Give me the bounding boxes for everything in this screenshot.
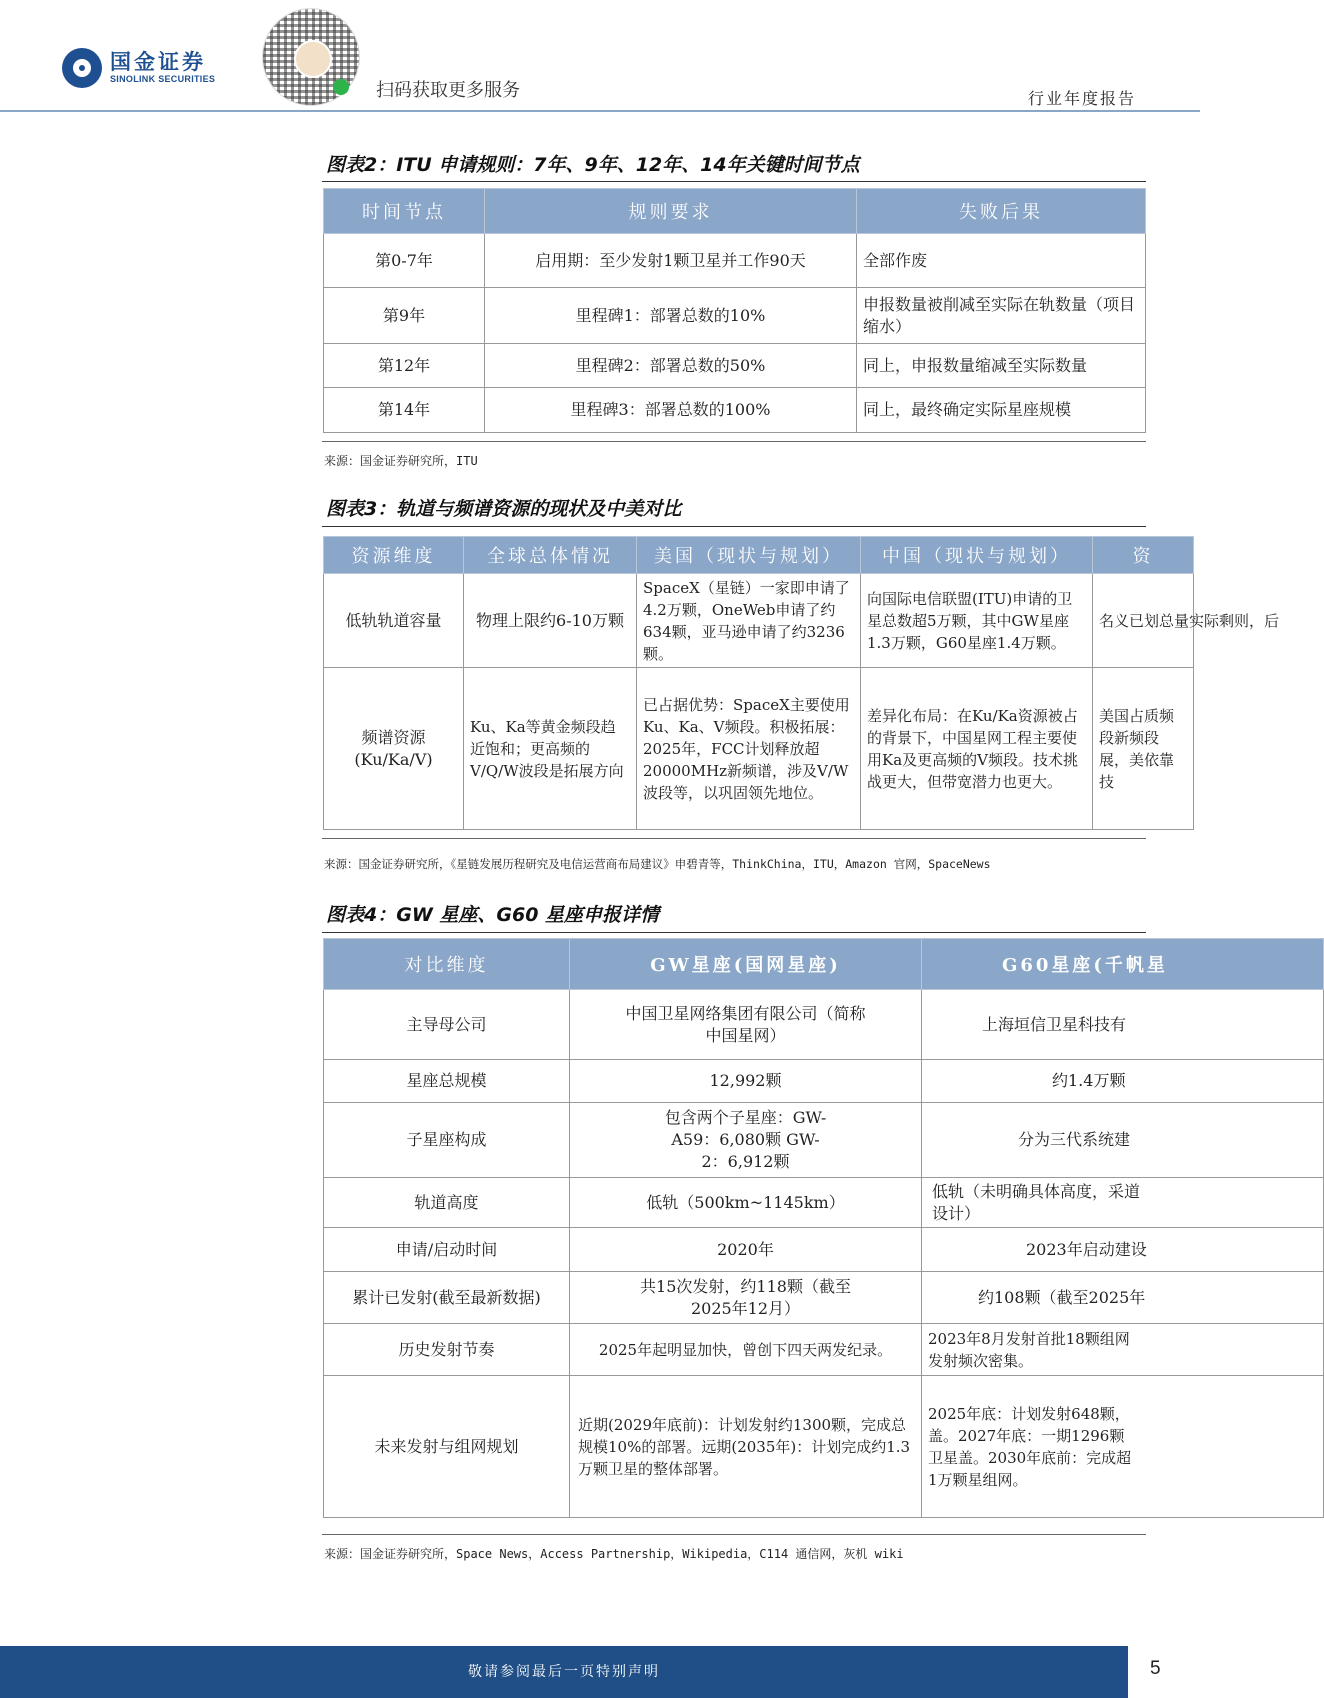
table-cell: 同上，申报数量缩减至实际数量 <box>857 344 1146 388</box>
table-cell: 美国占质频段新频段展，美依靠技 <box>1093 668 1194 830</box>
table-cell: 中国卫星网络集团有限公司（简称中国星网） <box>570 990 922 1060</box>
table-cell: 12,992颗 <box>570 1060 922 1103</box>
page-number: 5 <box>1150 1658 1161 1679</box>
table-cell: Ku、Ka等黄金频段趋近饱和；更高频的V/Q/W波段是拓展方向 <box>464 668 637 830</box>
table-cell: 里程碑1：部署总数的10% <box>485 288 857 344</box>
table-cell: 2023年8月发射首批18颗组网发射频次密集。 <box>922 1324 1324 1376</box>
table-cell: 申请/启动时间 <box>324 1228 570 1272</box>
table-cell: 第14年 <box>324 388 485 433</box>
table-header-cell: 美国（现状与规划） <box>637 537 861 574</box>
table-row <box>324 1228 1324 1272</box>
table-row <box>324 1324 1324 1376</box>
logo-cn: 国金证券 <box>110 50 206 74</box>
table-cell: 星座总规模 <box>324 1060 570 1103</box>
disclaimer-notice[interactable]: 敬请参阅最后一页特别声明 <box>468 1664 660 1680</box>
qr-logo-icon <box>294 40 332 78</box>
table-header-cell: 对比维度 <box>324 939 570 990</box>
table-cell: 低轨（500km~1145km） <box>570 1178 922 1228</box>
page-footer <box>0 1646 1200 1698</box>
chart4-source: 来源：国金证券研究所，Space News，Access Partnership，Wikipedia，C114 通信网，灰机 wiki <box>324 1547 904 1561</box>
table-cell: 第12年 <box>324 344 485 388</box>
table-header-row <box>324 537 1194 574</box>
company-logo <box>62 48 215 88</box>
table-cell: 第9年 <box>324 288 485 344</box>
table-cell: 包含两个子星座：GW-A59：6,080颗 GW-2：6,912颗 <box>570 1103 922 1178</box>
table-row <box>324 388 1146 433</box>
table-cell: 里程碑2：部署总数的50% <box>485 344 857 388</box>
chart2-source-rule <box>322 441 1146 442</box>
table-row <box>324 1178 1324 1228</box>
table-cell: SpaceX（星链）一家即申请了4.2万颗，OneWeb申请了约634颗，亚马逊申请了约3236颗。 <box>637 574 861 668</box>
table-row <box>324 574 1194 668</box>
wechat-badge-icon <box>333 79 349 95</box>
table-cell: 同上，最终确定实际星座规模 <box>857 388 1146 433</box>
table-header-cell: G60星座(千帆星 <box>922 939 1324 990</box>
table-cell: 约108颗（截至2025年 <box>922 1272 1324 1324</box>
qr-code-icon[interactable] <box>262 8 360 106</box>
chart4-table <box>323 938 1324 1518</box>
table-cell: 历史发射节奏 <box>324 1324 570 1376</box>
table-header-cell: 失败后果 <box>857 189 1146 234</box>
table-row <box>324 234 1146 288</box>
table-cell: 轨道高度 <box>324 1178 570 1228</box>
table-cell: 2025年起明显加快，曾创下四天两发纪录。 <box>570 1324 922 1376</box>
chart4-table-clip <box>323 938 1168 1524</box>
table-cell: 上海垣信卫星科技有 <box>922 990 1324 1060</box>
table-row <box>324 344 1146 388</box>
table-cell: 向国际电信联盟(ITU)申请的卫星总数超5万颗，其中GW星座1.3万颗，G60星座1.4万颗。 <box>861 574 1093 668</box>
table-cell: 低轨轨道容量 <box>324 574 464 668</box>
table-cell: 2023年启动建设 <box>922 1228 1324 1272</box>
table-cell: 里程碑3：部署总数的100% <box>485 388 857 433</box>
table-row <box>324 1060 1324 1103</box>
table-cell: 近期(2029年底前)：计划发射约1300颗，完成总规模10%的部署。远期(2035年)：计划完成约1.3万颗卫星的整体部署。 <box>570 1376 922 1518</box>
table-cell: 未来发射与组网规划 <box>324 1376 570 1518</box>
logo-en: SINOLINK SECURITIES <box>110 74 216 84</box>
table-cell: 2025年底：计划发射648颗，盖。2027年底：一期1296颗卫星盖。2030年底前：完成超1万颗星组网。 <box>922 1376 1324 1518</box>
table-cell: 子星座构成 <box>324 1103 570 1178</box>
table-header-cell: 规则要求 <box>485 189 857 234</box>
chart3-table <box>323 536 1280 830</box>
chart3-source: 来源：国金证券研究所，《星链发展历程研究及电信运营商布局建议》申碧青等，ThinkChina，ITU，Amazon 官网，SpaceNews <box>324 857 991 871</box>
table-header-row <box>324 939 1324 990</box>
chart3-title-rule <box>322 526 1146 527</box>
page-header <box>0 0 1200 112</box>
table-header-cell: GW星座(国网星座) <box>570 939 922 990</box>
table-row <box>324 668 1194 830</box>
chart2-source: 来源：国金证券研究所，ITU <box>324 454 478 468</box>
table-cell: 名义已划总量实际剩则，后 <box>1093 574 1194 668</box>
header-divider <box>0 110 1200 112</box>
table-row <box>324 288 1146 344</box>
table-cell: 全部作废 <box>857 234 1146 288</box>
table-cell: 启用期：至少发射1颗卫星并工作90天 <box>485 234 857 288</box>
table-cell: 约1.4万颗 <box>922 1060 1324 1103</box>
table-cell: 低轨（未明确具体高度，采道设计） <box>922 1178 1324 1228</box>
table-cell: 频谱资源(Ku/Ka/V) <box>324 668 464 830</box>
report-type: 行业年度报告 <box>1027 89 1136 108</box>
table-header-cell: 全球总体情况 <box>464 537 637 574</box>
chart2-title-rule <box>322 181 1146 182</box>
table-cell: 2020年 <box>570 1228 922 1272</box>
table-header-cell: 资 <box>1093 537 1194 574</box>
table-row <box>324 1376 1324 1518</box>
table-row <box>324 1103 1324 1178</box>
table-cell: 分为三代系统建 <box>922 1103 1324 1178</box>
chart3-table-clip <box>323 536 1280 832</box>
chart4-title: 图表4：GW 星座、G60 星座申报详情 <box>326 904 660 926</box>
table-header-cell: 时间节点 <box>324 189 485 234</box>
table-cell: 物理上限约6-10万颗 <box>464 574 637 668</box>
chart4-source-rule <box>322 1534 1146 1535</box>
table-cell: 第0-7年 <box>324 234 485 288</box>
table-header-row <box>324 189 1146 234</box>
table-header-cell: 资源维度 <box>324 537 464 574</box>
scan-service-text: 扫码获取更多服务 <box>376 80 520 101</box>
table-cell: 共15次发射，约118颗（截至2025年12月） <box>570 1272 922 1324</box>
chart3-source-rule <box>322 838 1146 839</box>
table-header-cell: 中国（现状与规划） <box>861 537 1093 574</box>
table-row <box>324 1272 1324 1324</box>
table-cell: 差异化布局：在Ku/Ka资源被占的背景下，中国星网工程主要使用Ka及更高频的V频段。技术挑战更大，但带宽潜力也更大。 <box>861 668 1093 830</box>
table-cell: 累计已发射(截至最新数据) <box>324 1272 570 1324</box>
chart4-title-rule <box>322 932 1146 933</box>
table-row <box>324 990 1324 1060</box>
logo-icon <box>62 48 102 88</box>
table-cell: 已占据优势：SpaceX主要使用Ku、Ka、V频段。积极拓展：2025年，FCC计划释放超20000MHz新频谱，涉及V/W波段等，以巩固领先地位。 <box>637 668 861 830</box>
table-cell: 申报数量被削减至实际在轨数量（项目缩水） <box>857 288 1146 344</box>
chart2-title: 图表2：ITU 申请规则：7年、9年、12年、14年关键时间节点 <box>326 154 860 176</box>
chart3-title: 图表3：轨道与频谱资源的现状及中美对比 <box>326 498 682 520</box>
chart2-table <box>323 188 1146 433</box>
table-cell: 主导母公司 <box>324 990 570 1060</box>
